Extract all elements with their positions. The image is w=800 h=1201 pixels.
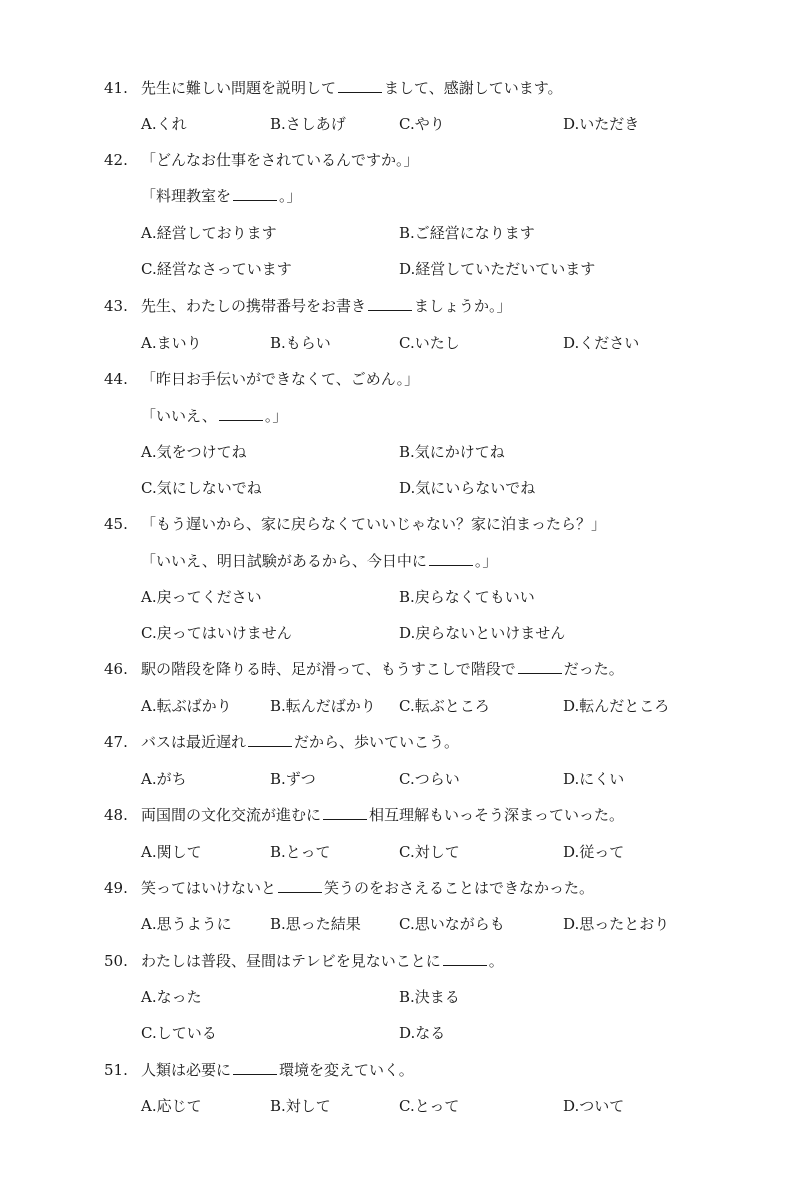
question-number: 46. [104,660,128,678]
option-a[interactable]: A.くれ [141,115,187,133]
option-d[interactable]: D.思ったとおり [563,915,670,933]
question-stem: 駅の階段を降りる時、足が滑って、もうすこしで階段で だった。 [141,660,624,678]
option-d[interactable]: D.にくい [563,770,625,788]
question-stem: 両国間の文化交流が進むに 相互理解もいっそう深まっていった。 [141,806,625,824]
question-stem: 笑ってはいけないと 笑うのをおさえることはできなかった。 [141,879,595,897]
option-d[interactable]: D.経営していただいています [399,260,596,278]
option-d[interactable]: D.転んだところ [563,697,670,715]
question-48 [0,803,800,827]
question-number: 45. [104,515,128,533]
question-stem: 「もう遅いから、家に戻らなくていいじゃない？家に泊まったら？」 [141,515,607,533]
option-c[interactable]: C.やり [399,115,445,133]
dialog-42 [0,184,800,208]
answer-blank [219,406,263,421]
question-49 [0,876,800,900]
question-number: 49. [104,879,128,897]
options-44-row2 [0,476,800,500]
option-d[interactable]: D.いただき [563,115,640,133]
option-c[interactable]: C.経営なさっています [141,260,292,278]
option-b[interactable]: B.さしあげ [270,115,346,133]
options-43 [0,331,800,355]
option-c[interactable]: C.対して [399,843,460,861]
option-b[interactable]: B.もらい [270,334,331,352]
question-stem: わたしは普段、昼間はテレビを見ないことに 。 [141,952,504,970]
question-stem: バスは最近遅れ だから、歩いていこう。 [141,733,460,751]
option-d[interactable]: D.なる [399,1024,446,1042]
option-c[interactable]: C.思いながらも [399,915,505,933]
answer-blank [323,805,367,820]
option-c[interactable]: C.とって [399,1097,460,1115]
options-51 [0,1094,800,1118]
option-a[interactable]: A.気をつけてね [141,443,247,461]
option-b[interactable]: B.思った結果 [270,915,361,933]
options-47 [0,767,800,791]
options-46 [0,694,800,718]
dialog-45 [0,549,800,573]
question-number: 42. [104,151,128,169]
option-d[interactable]: D.ください [563,334,640,352]
question-44 [0,367,800,391]
answer-blank [368,296,412,311]
option-b[interactable]: B.転んだばかり [270,697,376,715]
dialog-line: 「いいえ、 。」 [141,407,288,425]
answer-blank [443,951,487,966]
question-number: 48. [104,806,128,824]
question-41 [0,76,800,100]
option-a[interactable]: A.なった [141,988,202,1006]
dialog-line: 「いいえ、明日試験があるから、今日中に 。」 [141,552,498,570]
dialog-44 [0,404,800,428]
question-46 [0,657,800,681]
option-d[interactable]: D.戻らないといけません [399,624,566,642]
question-stem: 「昨日お手伝いができなくて、ごめん。」 [141,370,420,388]
question-47 [0,730,800,754]
options-42-row2 [0,257,800,281]
answer-blank [278,878,322,893]
option-d[interactable]: D.ついて [563,1097,625,1115]
question-number: 43. [104,297,128,315]
question-stem: 先生に難しい問題を説明して まして、感謝しています。 [141,79,563,97]
answer-blank [518,659,562,674]
dialog-line: 「料理教室を 。」 [141,187,302,205]
option-c[interactable]: C.つらい [399,770,460,788]
question-number: 44. [104,370,128,388]
question-number: 51. [104,1061,128,1079]
option-c[interactable]: C.している [141,1024,217,1042]
option-b[interactable]: B.気にかけてね [399,443,505,461]
question-42 [0,148,800,172]
option-b[interactable]: B.対して [270,1097,331,1115]
option-a[interactable]: A.応じて [141,1097,202,1115]
option-c[interactable]: C.気にしないでね [141,479,262,497]
answer-blank [233,1060,277,1075]
options-44-row1 [0,440,800,464]
option-b[interactable]: B.ずつ [270,770,316,788]
question-45 [0,512,800,536]
option-a[interactable]: A.経営しております [141,224,277,242]
options-42-row1 [0,221,800,245]
option-a[interactable]: A.転ぶばかり [141,697,232,715]
options-50-row2 [0,1021,800,1045]
option-d[interactable]: D.気にいらないでね [399,479,536,497]
option-a[interactable]: A.がち [141,770,187,788]
options-45-row1 [0,585,800,609]
question-number: 41. [104,79,128,97]
question-51 [0,1058,800,1082]
option-c[interactable]: C.いたし [399,334,460,352]
options-49 [0,912,800,936]
option-a[interactable]: A.戻ってください [141,588,262,606]
option-a[interactable]: A.まいり [141,334,202,352]
option-a[interactable]: A.思うように [141,915,232,933]
options-41 [0,112,800,136]
option-c[interactable]: C.転ぶところ [399,697,490,715]
answer-blank [248,732,292,747]
answer-blank [429,551,473,566]
question-43 [0,294,800,318]
options-50-row1 [0,985,800,1009]
option-b[interactable]: B.とって [270,843,331,861]
question-number: 50. [104,952,128,970]
question-stem: 「どんなお仕事をされているんですか。」 [141,151,419,169]
option-c[interactable]: C.戻ってはいけません [141,624,292,642]
question-number: 47. [104,733,128,751]
option-a[interactable]: A.関して [141,843,202,861]
options-48 [0,840,800,864]
option-b[interactable]: B.ご経営になります [399,224,535,242]
question-stem: 先生、わたしの携帯番号をお書き ましょうか。」 [141,297,512,315]
answer-blank [233,186,277,201]
option-b[interactable]: B.決まる [399,988,460,1006]
question-50 [0,949,800,973]
options-45-row2 [0,621,800,645]
option-b[interactable]: B.戻らなくてもいい [399,588,535,606]
answer-blank [338,78,382,93]
question-stem: 人類は必要に 環境を変えていく。 [141,1061,414,1079]
option-d[interactable]: D.従って [563,843,625,861]
